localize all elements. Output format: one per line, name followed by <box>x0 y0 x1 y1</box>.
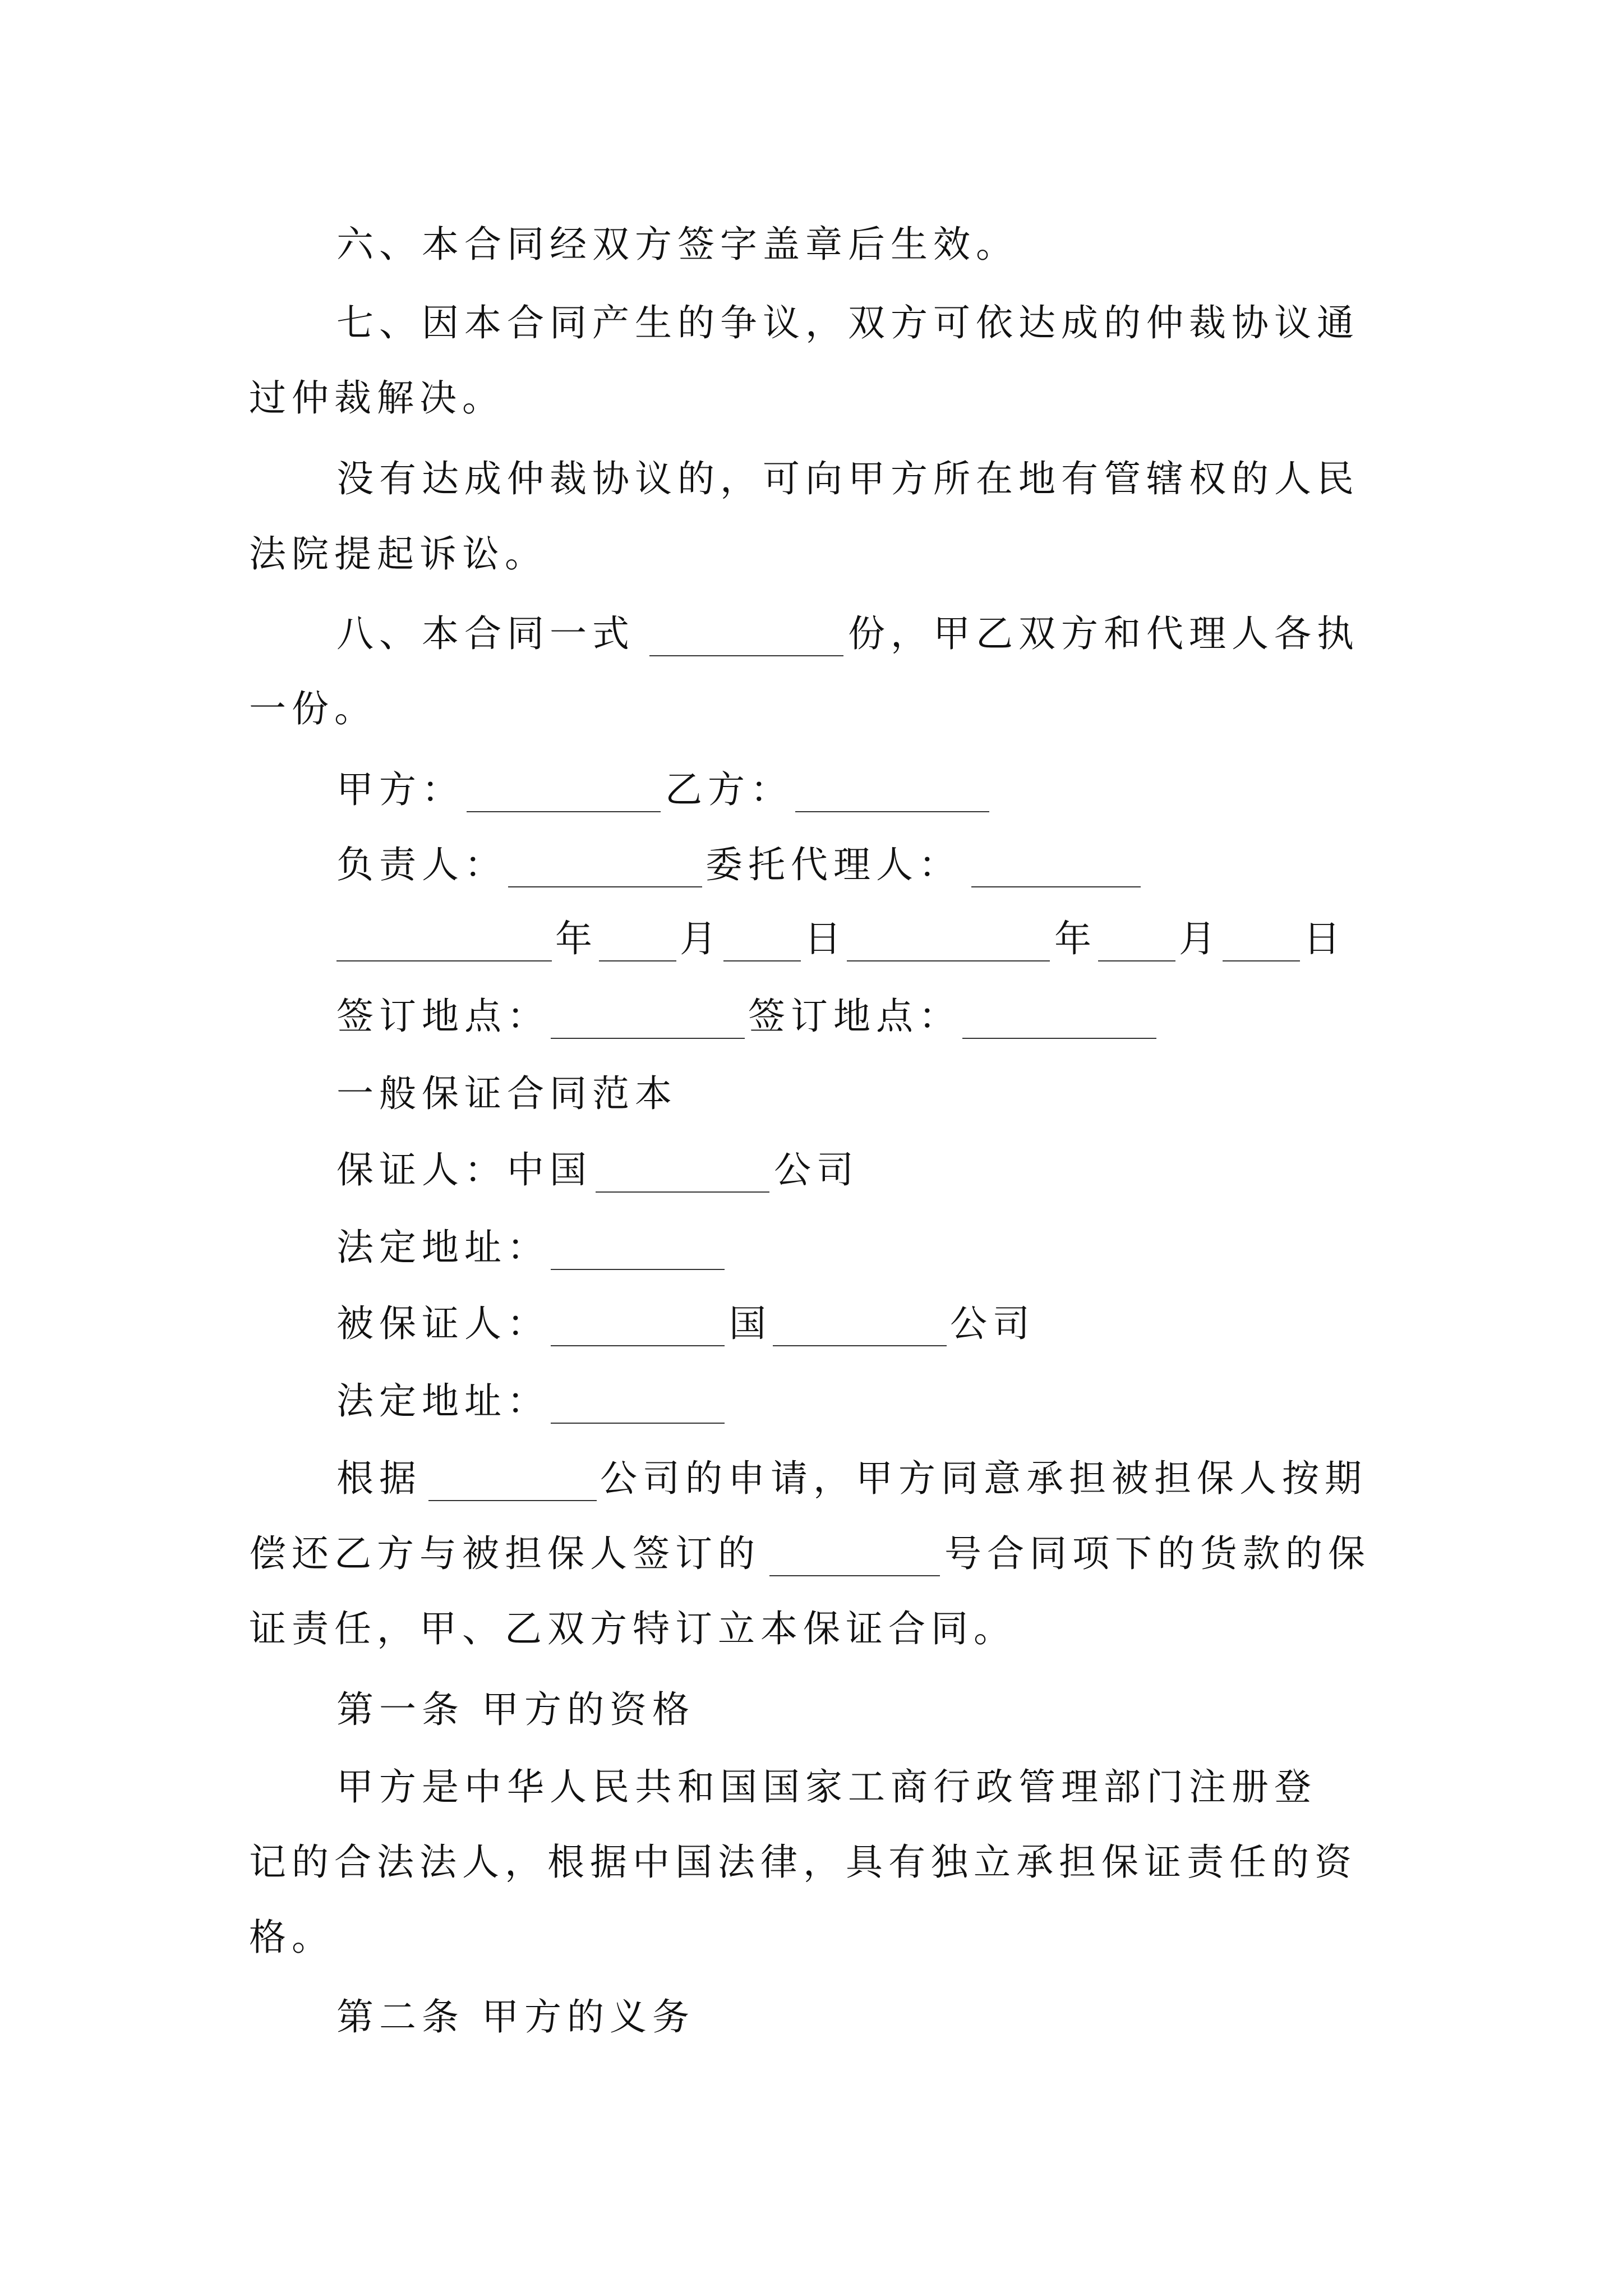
signing-place-label-a: 签订地点： <box>336 995 550 1038</box>
article-1-line-2 <box>0 1823 1623 1902</box>
year-blank-b[interactable] <box>847 960 1050 961</box>
section-title <box>0 1055 1623 1133</box>
clause-8-text-pre: 八、本合同一式 <box>336 612 635 655</box>
arbitration-line-1 <box>0 440 1623 518</box>
guaranteed-row <box>0 1285 1623 1363</box>
basis-post: 公司的申请，甲方同意承担被担保人按期 <box>600 1457 1367 1500</box>
clause-7-text-2: 过仲裁解决。 <box>249 376 505 420</box>
principal-blank[interactable] <box>508 886 702 887</box>
legal-address-label-2: 法定地址： <box>336 1379 550 1423</box>
legal-address-blank[interactable] <box>551 1269 725 1270</box>
basis-line-3 <box>0 1590 1623 1668</box>
clause-6 <box>0 205 1623 284</box>
signing-place-blank-b[interactable] <box>962 1038 1156 1039</box>
article-1-text-3: 格。 <box>249 1916 334 1959</box>
party-a-label: 甲方： <box>336 768 464 811</box>
legal-address-row <box>0 1208 1623 1287</box>
article-1-text-1: 甲方是中华人民共和国国家工商行政管理部门注册登 <box>336 1765 1317 1809</box>
party-b-blank[interactable] <box>795 811 989 812</box>
clause-7-line-1 <box>0 284 1623 362</box>
month-label-b: 月 <box>1179 917 1221 960</box>
clause-6-text: 六、本合同经双方签字盖章后生效。 <box>336 223 1018 266</box>
basis-line-2 <box>0 1515 1623 1593</box>
arbitration-text-2: 法院提起诉讼。 <box>249 532 547 576</box>
guarantor-label: 保证人：中国 <box>336 1148 592 1191</box>
guarantor-suffix: 公司 <box>774 1148 859 1191</box>
principal-label: 负责人： <box>336 843 507 886</box>
clause-7-line-2 <box>0 359 1623 438</box>
day-label-a: 日 <box>804 917 847 960</box>
guaranteed-company-blank[interactable] <box>773 1345 947 1346</box>
legal-address-blank-2[interactable] <box>551 1423 725 1424</box>
year-label-b: 年 <box>1054 917 1097 960</box>
party-b-label: 乙方： <box>665 768 793 811</box>
agent-blank[interactable] <box>971 886 1141 887</box>
section-title-text: 一般保证合同范本 <box>336 1072 677 1115</box>
party-a-blank[interactable] <box>467 811 661 812</box>
signing-place-label-b: 签订地点： <box>748 995 961 1038</box>
month-blank-b[interactable] <box>1098 960 1175 961</box>
guarantor-row <box>0 1131 1623 1209</box>
article-1-line-3 <box>0 1898 1623 1977</box>
article-1-text-2: 记的合法法人，根据中国法律，具有独立承担保证责任的资 <box>249 1841 1357 1884</box>
contract-number-blank[interactable] <box>769 1575 940 1576</box>
party-sign-row <box>0 751 1623 829</box>
basis2-pre: 偿还乙方与被担保人签订的 <box>249 1532 760 1575</box>
year-blank-a[interactable] <box>336 960 552 961</box>
arbitration-line-2 <box>0 515 1623 593</box>
article-2-title <box>0 1978 1623 2056</box>
principal-row <box>0 826 1623 904</box>
clause-8-text-post: 份，甲乙双方和代理人各执 <box>848 612 1359 655</box>
applicant-blank[interactable] <box>428 1500 597 1501</box>
basis2-post: 号合同项下的货款的保 <box>944 1532 1371 1575</box>
article-1-title <box>0 1671 1623 1749</box>
basis3-text: 证责任，甲、乙双方特订立本保证合同。 <box>249 1607 1016 1650</box>
copies-blank[interactable] <box>649 655 843 656</box>
legal-address-label: 法定地址： <box>336 1226 550 1269</box>
guaranteed-country-label: 国 <box>729 1302 772 1345</box>
article-2-title-text: 第二条 甲方的义务 <box>336 1995 695 2039</box>
date-row <box>0 900 1623 978</box>
clause-8-line-2 <box>0 670 1623 748</box>
guaranteed-label: 被保证人： <box>336 1302 550 1345</box>
guaranteed-country-blank[interactable] <box>551 1345 725 1346</box>
month-blank-a[interactable] <box>599 960 676 961</box>
guaranteed-suffix: 公司 <box>950 1302 1035 1345</box>
year-label-a: 年 <box>555 917 598 960</box>
guarantor-blank[interactable] <box>596 1191 769 1193</box>
agent-label: 委托代理人： <box>706 843 961 886</box>
basis-pre: 根据 <box>336 1457 422 1500</box>
article-1-title-text: 第一条 甲方的资格 <box>336 1688 695 1731</box>
clause-8-line-1 <box>0 595 1623 673</box>
basis-line-1 <box>0 1439 1623 1518</box>
clause-8-text-2: 一份。 <box>249 687 377 730</box>
day-blank-a[interactable] <box>723 960 801 961</box>
signing-place-row <box>0 977 1623 1056</box>
article-1-line-1 <box>0 1748 1623 1826</box>
month-label-a: 月 <box>680 917 722 960</box>
day-label-b: 日 <box>1303 917 1346 960</box>
clause-7-text-1: 七、因本合同产生的争议，双方可依达成的仲裁协议通 <box>336 301 1359 344</box>
day-blank-b[interactable] <box>1223 960 1300 961</box>
legal-address-row-2 <box>0 1362 1623 1441</box>
signing-place-blank-a[interactable] <box>551 1038 745 1039</box>
arbitration-text-1: 没有达成仲裁协议的，可向甲方所在地有管辖权的人民 <box>336 457 1359 500</box>
